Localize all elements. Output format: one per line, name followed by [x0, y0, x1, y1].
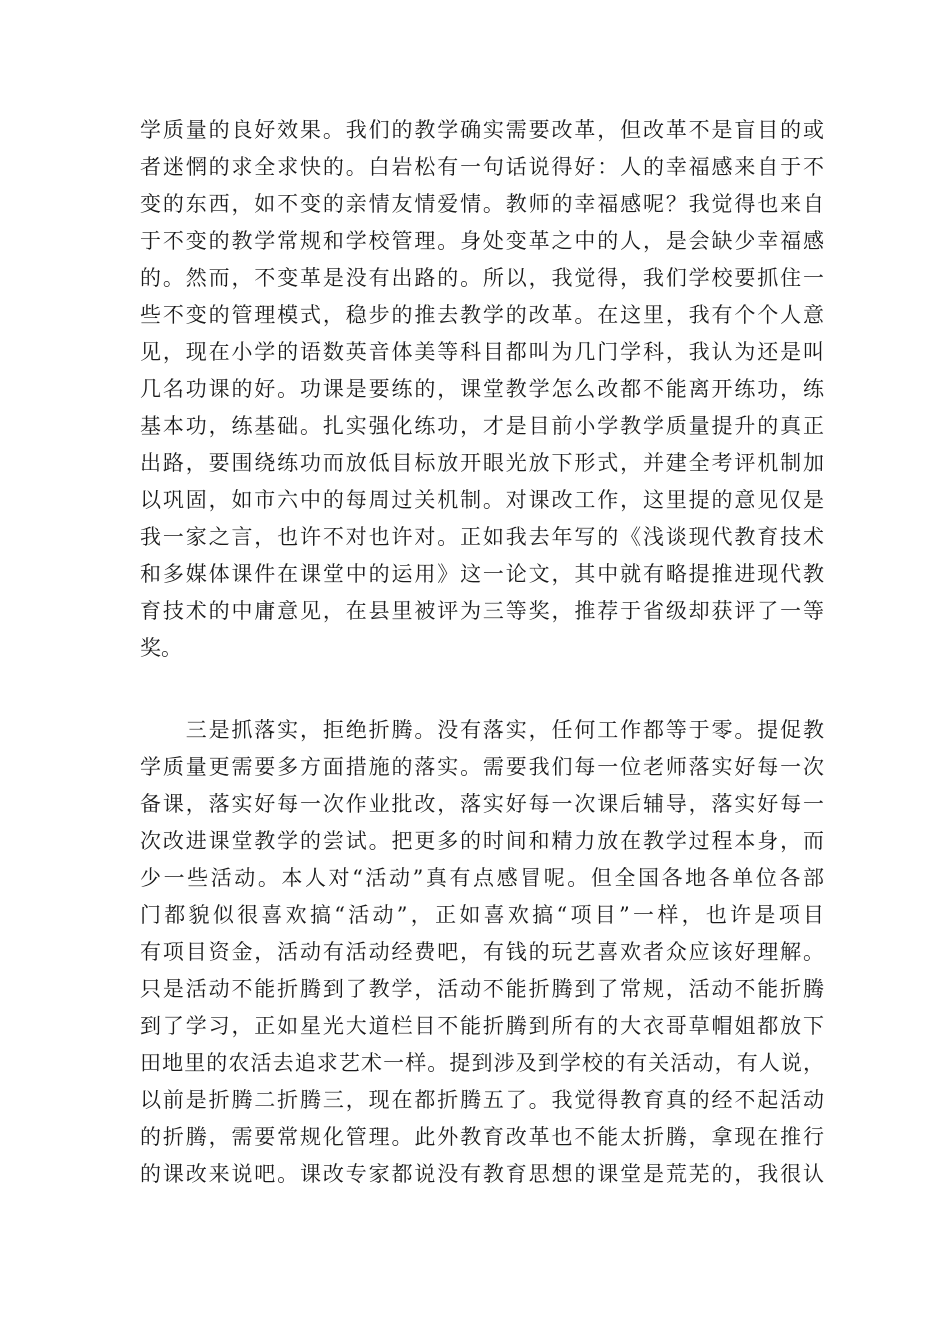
text-line: 门都貌似很喜欢搞“活动”，正如喜欢搞“项目”一样，也许是项目 — [140, 903, 824, 927]
text-line: 少一些活动。本人对“活动”真有点感冒呢。但全国各地各单位各部 — [140, 866, 824, 890]
text-line: 学质量的良好效果。我们的教学确实需要改革，但改革不是盲目的或 — [140, 118, 824, 142]
text-line: 的折腾，需要常规化管理。此外教育改革也不能太折腾，拿现在推行 — [140, 1125, 824, 1149]
text-line: 变的东西，如不变的亲情友情爱情。教师的幸福感呢？我觉得也来自 — [140, 192, 824, 216]
paragraph-gap — [140, 667, 824, 712]
text-line: 的课改来说吧。课改专家都说没有教育思想的课堂是荒芜的，我很认 — [140, 1162, 824, 1186]
text-line: 田地里的农活去追求艺术一样。提到涉及到学校的有关活动，有人说， — [140, 1051, 824, 1075]
text-line: 以前是折腾二折腾三，现在都折腾五了。我觉得教育真的经不起活动 — [140, 1088, 824, 1112]
text-line: 学质量更需要多方面措施的落实。需要我们每一位老师落实好每一次 — [140, 755, 824, 779]
text-line: 以巩固，如市六中的每周过关机制。对课改工作，这里提的意见仅是 — [140, 488, 824, 512]
text-line: 出路，要围绕练功而放低目标放开眼光放下形式，并建全考评机制加 — [140, 451, 824, 475]
text-line: 三是抓落实，拒绝折腾。没有落实，任何工作都等于零。提促教 — [140, 718, 824, 742]
text-line: 基本功，练基础。扎实强化练功，才是目前小学教学质量提升的真正 — [140, 414, 824, 438]
text-line: 育技术的中庸意见，在县里被评为三等奖，推荐于省级却获评了一等 — [140, 599, 824, 623]
text-line: 我一家之言，也许不对也许对。正如我去年写的《浅谈现代教育技术 — [140, 525, 824, 549]
document-page — [140, 112, 824, 1193]
text-line: 备课，落实好每一次作业批改，落实好每一次课后辅导，落实好每一 — [140, 792, 824, 816]
text-line-last: 奖。 — [140, 636, 182, 660]
text-line: 有项目资金，活动有活动经费吧，有钱的玩艺喜欢者众应该好理解。 — [140, 940, 824, 964]
text-line: 只是活动不能折腾到了教学，活动不能折腾到了常规，活动不能折腾 — [140, 977, 824, 1001]
text-line: 的。然而，不变革是没有出路的。所以，我觉得，我们学校要抓住一 — [140, 266, 824, 290]
text-line: 次改进课堂教学的尝试。把更多的时间和精力放在教学过程本身，而 — [140, 829, 824, 853]
text-line: 到了学习，正如星光大道栏目不能折腾到所有的大衣哥草帽姐都放下 — [140, 1014, 824, 1038]
text-line: 者迷惘的求全求快的。白岩松有一句话说得好：人的幸福感来自于不 — [140, 155, 824, 179]
text-line: 和多媒体课件在课堂中的运用》这一论文，其中就有略提推进现代教 — [140, 562, 824, 586]
text-line: 些不变的管理模式，稳步的推去教学的改革。在这里，我有个个人意 — [140, 303, 824, 327]
text-line: 见，现在小学的语数英音体美等科目都叫为几门学科，我认为还是叫 — [140, 340, 824, 364]
text-line: 于不变的教学常规和学校管理。身处变革之中的人，是会缺少幸福感 — [140, 229, 824, 253]
text-line: 几名功课的好。功课是要练的，课堂教学怎么改都不能离开练功，练 — [140, 377, 824, 401]
paragraph-2 — [140, 712, 824, 1193]
paragraph-1 — [140, 112, 824, 667]
